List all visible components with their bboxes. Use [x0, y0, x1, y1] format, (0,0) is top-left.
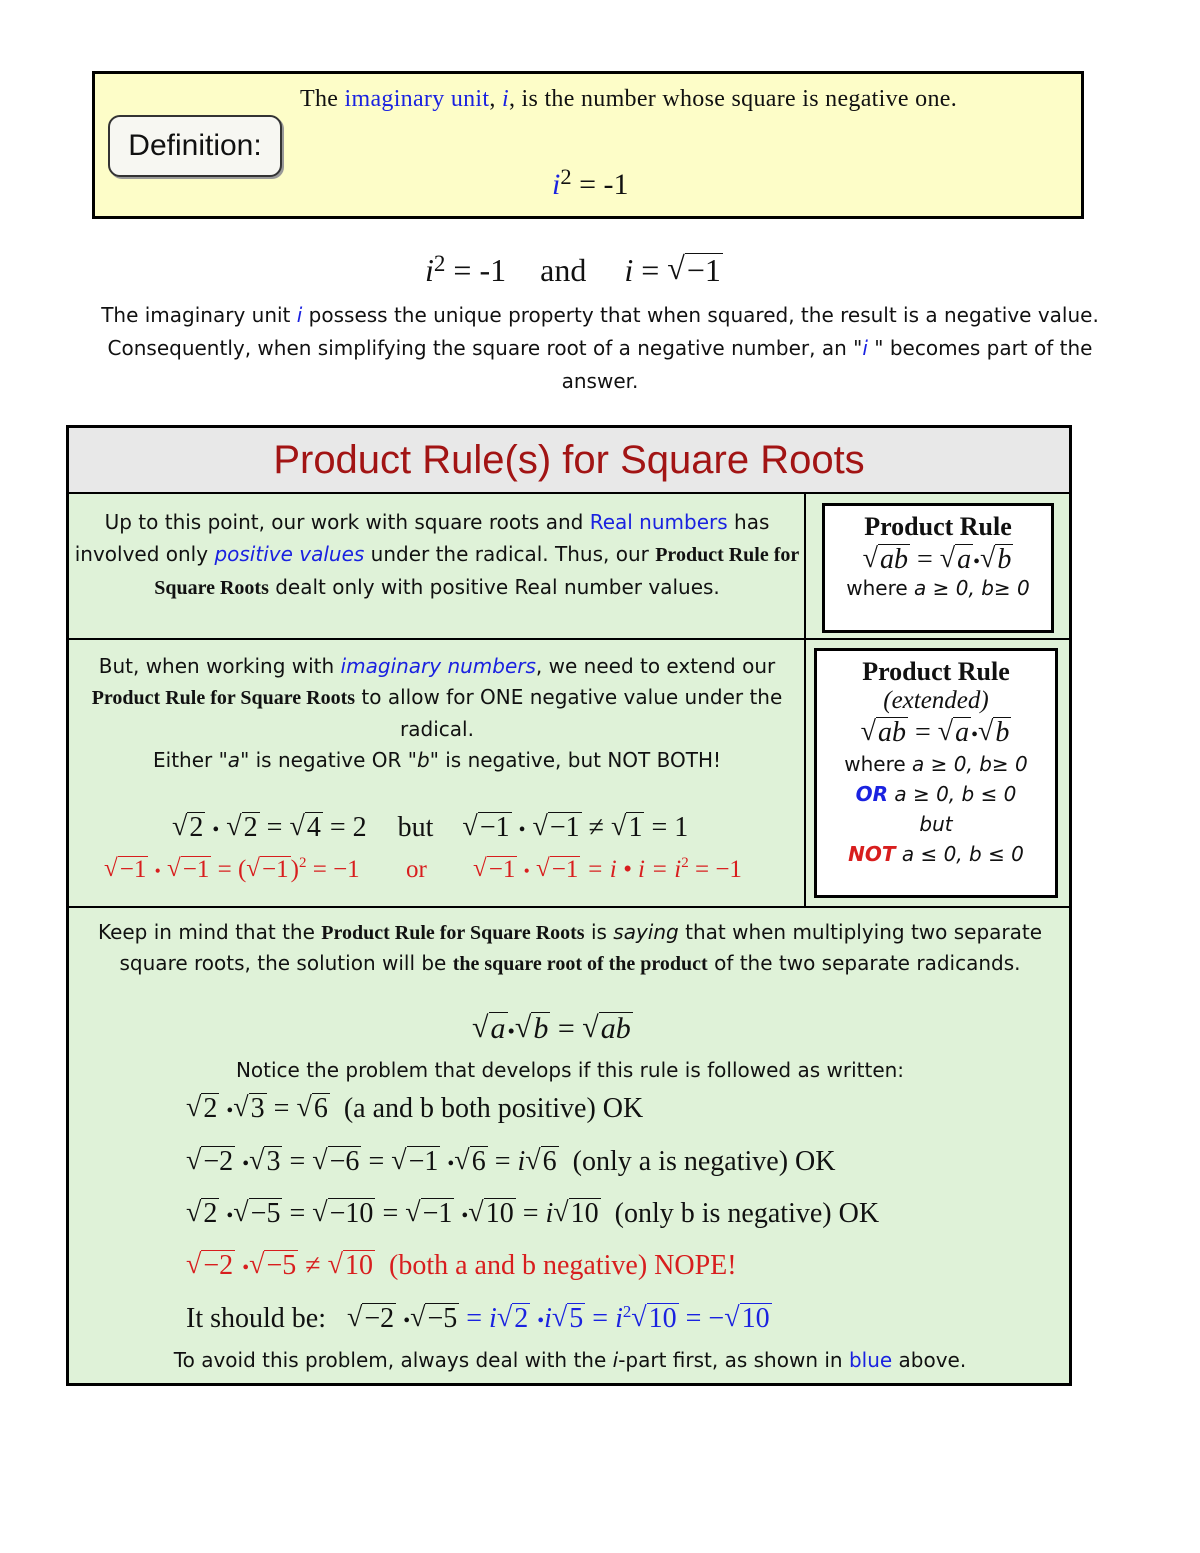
example-a-negative: √ −2 •√ 3 = √ −6 = √ −1 •√ 6 = i√ 6 (only a is negative) OK — [186, 1146, 835, 1178]
product-rule-extended-formula: √ ab = √ a •√ b — [817, 717, 1055, 749]
row2-text: But, when working with imaginary numbers, we need to extend our Product Rule for Square Roots to allow for ONE negative value under the radical. Either "a" is negative OR "b" is negative, but NOT BOTH! — [91, 654, 783, 772]
product-rule-formula: √ ab = √ a •√ b — [825, 544, 1051, 576]
example-negative-line: √ −1 • √ −1 = (√ −1)$^2$ = −1 or √ −1 • √ −1 = i • $i = i^2 = -1$ — [104, 856, 742, 884]
column-divider — [804, 494, 806, 907]
i-squared-equation: $i^2 = -1$ and i = √ −1 — [425, 252, 723, 289]
example-both-negative: √ −2 •√ −5 ≠ √ 10 (both a and b negative) NOPE! — [186, 1250, 737, 1282]
product-rule-extended-box: Product Rule (extended) √ ab = √ a •√ b where a ≥ 0, b≥ 0 OR a ≥ 0, b ≤ 0 but NOT a ≤ 0, b ≤ 0 — [814, 648, 1058, 898]
row3-text: Keep in mind that the Product Rule for Square Roots is saying that when multiplying two separate square roots, the solution will be the square root of the product of the two separate radicands. — [97, 920, 1043, 975]
imaginary-unit-term: imaginary unit — [344, 86, 490, 112]
row1-text: Up to this point, our work with square roots and Real numbers has involved only positive values under the radical. Thus, our Product Rule for Square Roots dealt only with positive Real number values. — [74, 510, 800, 599]
example-positive-line: √ 2 • √ 2 = √ 4 = 2 but √ −1 • √ −1 ≠ √ 1 = 1 — [172, 812, 688, 844]
intro-paragraph: The imaginary unit i possess the unique property that when squared, the result is a negative value. Consequently, when simplifying the square root of a negative number, an "i " becomes part of the answer. — [101, 303, 1099, 393]
product-rule-box: Product Rule √ ab = √ a •√ b where a ≥ 0, b≥ 0 — [822, 503, 1054, 633]
definition-text: The imaginary unit, i, is the number whose square is negative one. — [300, 86, 957, 112]
row-divider — [69, 638, 1069, 640]
example-both-positive: √ 2 •√ 3 = √ 6 (a and b both positive) OK — [186, 1093, 643, 1125]
product-rule-formula-centered: √ a•√ b = √ ab — [472, 1012, 633, 1046]
notice-text: Notice the problem that develops if this rule is followed as written: — [235, 1058, 905, 1082]
product-rule-title: Product Rule(s) for Square Roots — [69, 428, 1069, 494]
example-correct-way: It should be: √ −2 •√ −5 = i√ 2 •i√ $5 = i^2√$ 10 = −√ 10 — [186, 1303, 772, 1335]
example-b-negative: √ 2 •√ −5 = √ −10 = √ −1 •√ 10 = i√ 10 (only b is negative) OK — [186, 1198, 879, 1230]
row-divider — [69, 906, 1069, 908]
sqrt-symbol: √ −1 — [667, 252, 723, 289]
product-rule-condition: where a ≥ 0, b≥ 0 — [846, 576, 1030, 600]
definition-equation: $i^2 = -1$ — [552, 164, 629, 201]
footer-note: To avoid this problem, always deal with the i-part first, as shown in blue above. — [173, 1348, 967, 1372]
definition-label: Definition: — [108, 115, 282, 177]
